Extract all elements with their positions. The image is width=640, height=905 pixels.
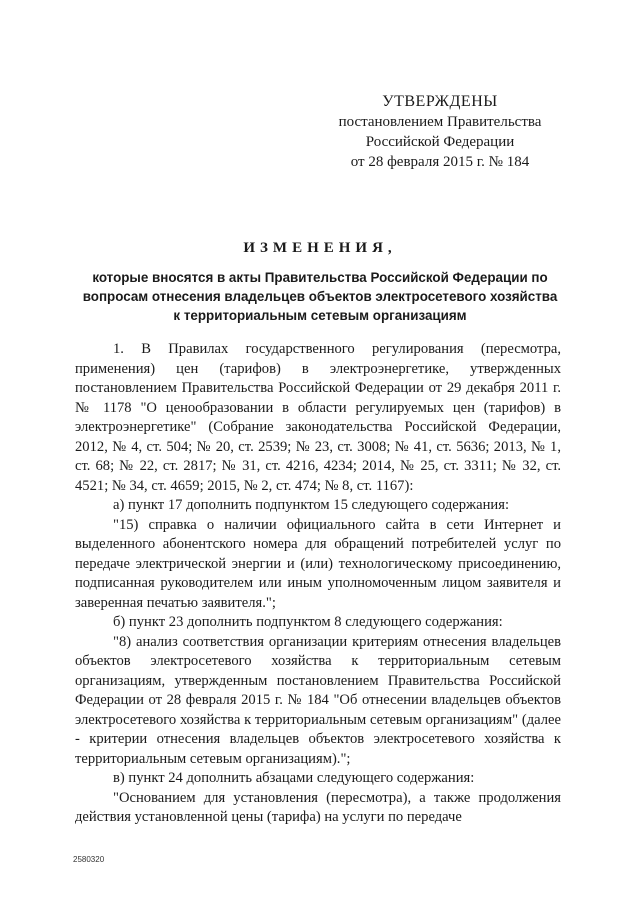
approval-line-2: Российской Федерации: [365, 134, 515, 150]
paragraph-item-b: б) пункт 23 дополнить подпунктом 8 следующего содержания:: [113, 614, 503, 630]
paragraph-item-a: а) пункт 17 дополнить подпунктом 15 следующего содержания:: [113, 497, 509, 513]
document-body: [75, 340, 561, 828]
approval-line-1: постановлением Правительства: [338, 114, 542, 130]
approval-block: [330, 92, 550, 172]
document-number: 2580320: [73, 855, 105, 864]
paragraph-quote-15: "15) справка о наличии официального сайта в сети Интернет и выделенного абонентского номера для обращений потребителей услуг по передаче электрической энергии и (или) технологическому присоединению, подписанная руководителем или иным уполномоченным лицом заявителя и заверенная печатью заявителя.";: [75, 516, 561, 611]
approval-line-3: от 28 февраля 2015 г. № 184: [350, 154, 530, 170]
paragraph-1: 1. В Правилах государственного регулирования (пересмотра, применения) цен (тарифов) в электроэнергетике, утвержденных постановлением Правительства Российской Федерации от 29 декабря 2011 г. № 1178 "О ценообразовании в области регулируемых цен (тарифов) в электроэнергетике" (Собрание законодательства Российской Федерации, 2012, № 4, ст. 504; № 20, ст. 2539; № 23, ст. 3008; № 41, ст. 5636; 2013, № 1, ст. 68; № 22, ст. 2817; № 31, ст. 4216, 4234; 2014, № 25, ст. 3311; № 32, ст. 4521; № 34, ст. 4659; 2015, № 2, ст. 474; № 8, ст. 1167):: [75, 341, 561, 494]
document-subheading: которые вносятся в акты Правительства Российской Федерации по вопросам отнесения владельцев объектов электросетевого хозяйства к территориальным сетевым организациям: [82, 270, 558, 323]
paragraph-quote-basis: "Основанием для установления (пересмотра), а также продолжения действия установленной цены (тарифа) на услуги по передаче: [75, 789, 561, 825]
document-heading: ИЗМЕНЕНИЯ,: [243, 240, 397, 256]
approval-title: УТВЕРЖДЕНЫ: [382, 93, 498, 110]
paragraph-item-v: в) пункт 24 дополнить абзацами следующего содержания:: [113, 770, 475, 786]
paragraph-quote-8: "8) анализ соответствия организации критериям отнесения владельцев объектов электросетевого хозяйства к территориальным сетевым организациям, утвержденным постановлением Правительства Российской Федерации от 28 февраля 2015 г. № 184 "Об отнесении владельцев объектов электросетевого хозяйства к территориальным сетевым организациям" (далее - критерии отнесения владельцев объектов электросетевого хозяйства к территориальным сетевым организациям).";: [75, 633, 561, 767]
